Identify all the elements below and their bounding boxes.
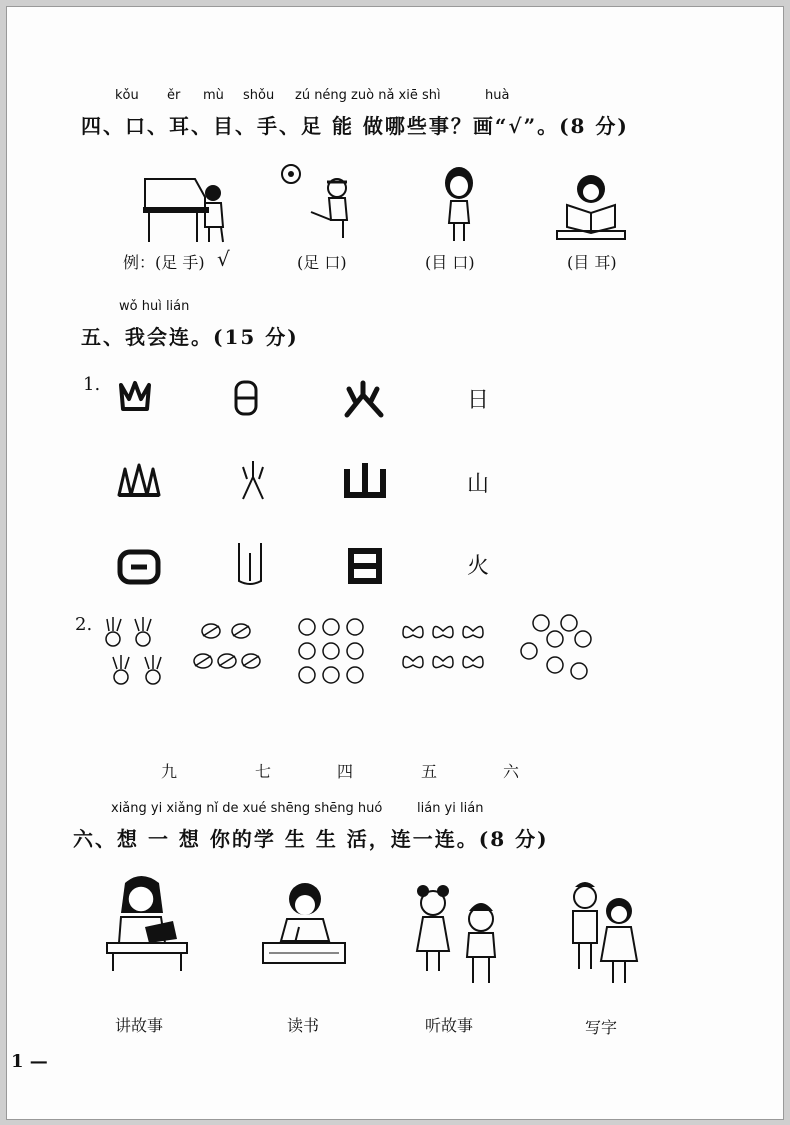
- modern-char-mountain: 山: [467, 472, 490, 497]
- modern-char-fire: 火: [467, 554, 490, 579]
- girl-smelling-flower-illustration: [437, 165, 487, 245]
- label-listen-story: 听故事: [425, 1016, 474, 1035]
- leaf-group: [191, 619, 263, 677]
- oracle-mountain: [235, 541, 265, 587]
- number-char-four: 四: [337, 762, 354, 781]
- piano-girl-illustration: [135, 167, 235, 247]
- children-listening-illustration: [567, 877, 643, 987]
- smiley: [323, 643, 339, 659]
- seal-mountain: [343, 461, 387, 499]
- pinyin-kou: kǒu: [115, 88, 139, 103]
- section6-pinyin-lian: lián yi lián: [417, 801, 484, 816]
- strawberry: [547, 631, 563, 647]
- smiley: [347, 619, 363, 635]
- children-talking-illustration: [411, 881, 503, 987]
- smiley: [323, 667, 339, 683]
- butterfly: [463, 656, 483, 667]
- radish: [136, 632, 150, 646]
- butterfly-group: [399, 621, 489, 675]
- strawberry-group: [519, 611, 595, 687]
- smiley: [299, 619, 315, 635]
- smiley: [347, 667, 363, 683]
- label-read-book: 读书: [287, 1016, 320, 1035]
- label-write: 写字: [585, 1018, 618, 1037]
- strawberry: [561, 615, 577, 631]
- pictograph-mountain: [117, 463, 161, 497]
- pinyin-er: ěr: [167, 88, 181, 103]
- butterfly: [403, 656, 423, 667]
- caption-example: 例：(足 手): [123, 253, 205, 272]
- pinyin-zu-neng: zú néng zuò nǎ xiē shì: [295, 88, 441, 103]
- pinyin-shou: shǒu: [243, 88, 275, 103]
- oracle-sun: [233, 379, 261, 417]
- pinyin-mu: mù: [203, 88, 224, 103]
- section5-pinyin: wǒ huì lián: [119, 299, 190, 314]
- butterfly: [463, 626, 483, 637]
- soccer-boy-illustration: [281, 162, 361, 242]
- smiley: [299, 643, 315, 659]
- strawberry: [521, 643, 537, 659]
- smiley: [323, 619, 339, 635]
- strawberry: [575, 631, 591, 647]
- pinyin-hua: huà: [485, 88, 510, 103]
- modern-char-sun: 日: [467, 388, 490, 413]
- strawberry: [533, 615, 549, 631]
- caption-flower: (目 口): [425, 253, 475, 272]
- item1-number: 1.: [83, 374, 101, 395]
- number-char-seven: 七: [255, 762, 272, 781]
- seal-fire: [339, 381, 387, 417]
- smiley: [299, 667, 315, 683]
- radish-group: [99, 611, 167, 693]
- section4-title: 四、口、耳、目、手、足 能 做哪些事？画“√”。(8 分): [81, 114, 629, 138]
- page-number: 1 —: [11, 1051, 48, 1072]
- caption-soccer: (足 口): [297, 253, 347, 272]
- strawberry: [571, 663, 587, 679]
- radish: [114, 670, 128, 684]
- radish: [146, 670, 160, 684]
- number-char-nine: 九: [161, 762, 178, 781]
- girl-reading-illustration: [551, 169, 631, 244]
- butterfly: [433, 656, 453, 667]
- pictograph-sun: [117, 549, 161, 585]
- smiley: [347, 643, 363, 659]
- butterfly: [403, 626, 423, 637]
- item2-number: 2.: [75, 614, 93, 635]
- smiley-group: [295, 615, 365, 685]
- seal-sun: [347, 547, 383, 585]
- girl-at-desk-illustration: [101, 873, 191, 973]
- example-check-mark: √: [217, 247, 230, 271]
- strawberry: [547, 657, 563, 673]
- section6-title: 六、想 一 想 你的学 生 生 活，连一连。(8 分): [73, 827, 549, 851]
- section6-pinyin: xiǎng yi xiǎng nǐ de xué shēng shēng huó: [111, 801, 383, 816]
- number-char-five: 五: [421, 762, 438, 781]
- caption-reading: (目 耳): [567, 253, 617, 272]
- worksheet-page: [6, 6, 784, 1120]
- pictograph-fire: [117, 379, 153, 415]
- boy-writing-illustration: [259, 879, 349, 969]
- butterfly: [433, 626, 453, 637]
- oracle-fire: [239, 459, 267, 501]
- radish: [106, 632, 120, 646]
- section5-title: 五、我会连。(15 分): [81, 325, 299, 349]
- number-char-six: 六: [503, 762, 520, 781]
- label-tell-story: 讲故事: [115, 1016, 164, 1035]
